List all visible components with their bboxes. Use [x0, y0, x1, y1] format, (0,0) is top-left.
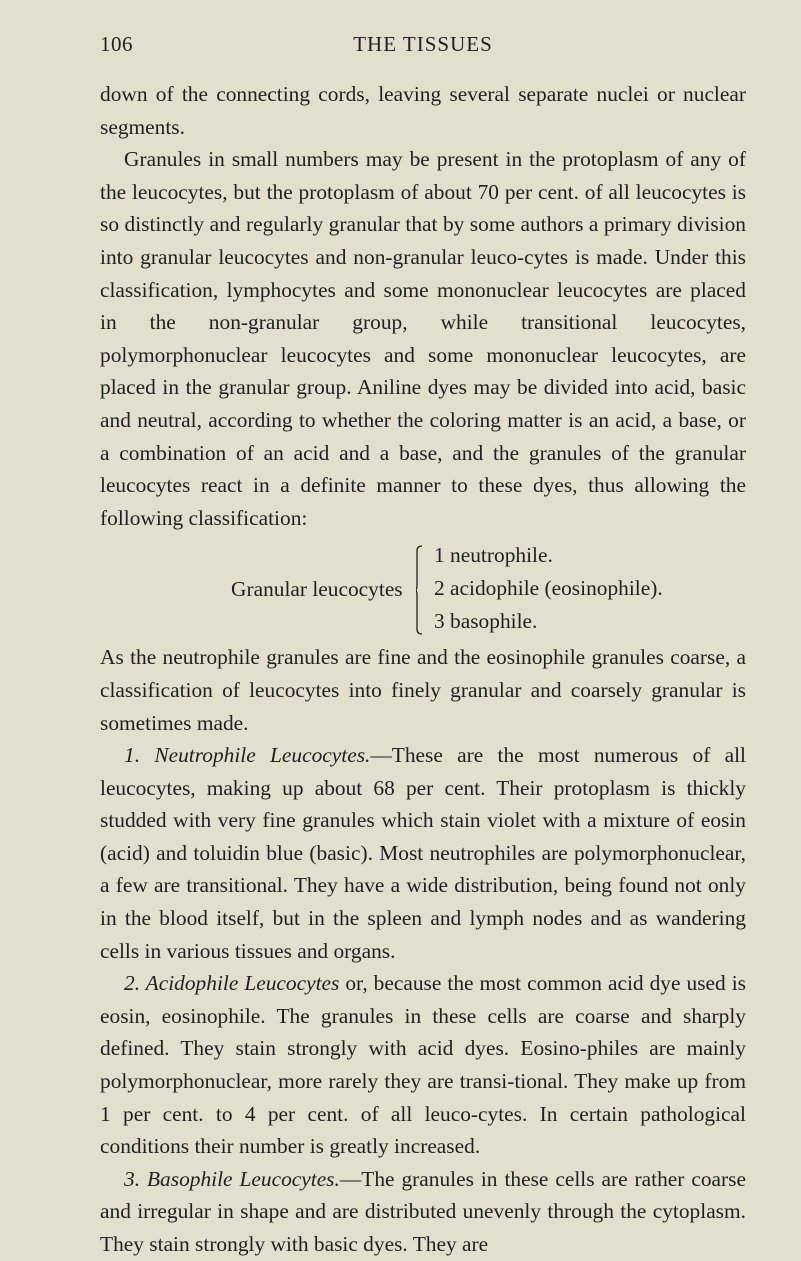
paragraph-continuation: down of the connecting cords, leaving several separate nuclei or nuclear segments.	[100, 82, 746, 139]
section-heading: 1. Neutrophile Leucocytes.	[124, 743, 371, 768]
section-heading: 3. Basophile Leucocytes.	[124, 1166, 340, 1191]
page-number: 106	[100, 32, 133, 56]
paragraph-granules: Granules in small numbers may be present in the protoplasm of any of the leucocytes, but the protoplasm of about 70 per cent. of all leucocytes is so distinctly and regularly granular that by some authors a primary division into granular leucocytes and non-granular leuco-cytes is made. Under this classification, lymphocytes and some mononuclear leucocytes are placed in the non-granular group, while transitional leucocytes, polymorphonuclear leucocytes and some mononuclear leucocytes, are placed in the granular group. Aniline dyes may be divided into acid, basic and neutral, according to whether the coloring matter is an acid, a base, or a combination of an acid and a base, and the granules of the granular leucocytes react in a definite manner to these dyes, thus allowing the following classification:	[100, 147, 746, 530]
classification-lead: Granular leucocytes	[231, 577, 403, 602]
section-basophile	[100, 1163, 746, 1261]
body-text	[100, 78, 746, 1261]
section-heading: 2. Acidophile Leucocytes	[124, 971, 340, 996]
classification-list	[434, 539, 663, 637]
section-acidophile	[100, 967, 746, 1163]
section-text: —These are the most numerous of all leucocytes, making up about 68 per cent. Their protoplasm is thickly studded with very fine granules which stain violet with a mixture of eosin (acid) and toluidin blue (basic). Most neutrophiles are polymorphonuclear, a few are transitional. They have a wide distribution, being found not only in the blood itself, but in the spleen and lymph nodes and as wandering cells in various tissues and organs.	[100, 743, 746, 963]
section-text: or, because the most common acid dye used is eosin, eosinophile. The granules in these cells are coarse and sharply defined. They stain strongly with acid dyes. Eosino-philes are mainly polymorphonuclear, more rarely they are transi-tional. They make up from 1 per cent. to 4 per cent. of all leuco-cytes. In certain pathological conditions their number is greatly increased.	[100, 971, 746, 1159]
left-brace-icon	[416, 545, 423, 635]
paragraph-fine-coarse: As the neutrophile granules are fine and the eosinophile granules coarse, a classification of leucocytes into finely granular and coarsely granular is sometimes made.	[100, 645, 746, 735]
classification-item: 2 acidophile (eosinophile).	[434, 575, 663, 600]
section-neutrophile	[100, 739, 746, 967]
classification-table	[100, 539, 746, 641]
running-header	[100, 32, 746, 62]
classification-item: 3 basophile.	[434, 608, 538, 633]
classification-item: 1 neutrophile.	[434, 543, 553, 568]
section-text: —The granules in these cells are rather coarse and irregular in shape and are distributed unevenly through the cytoplasm. They stain strongly with basic dyes. They are	[100, 1166, 746, 1256]
running-title: THE TISSUES	[353, 32, 493, 56]
